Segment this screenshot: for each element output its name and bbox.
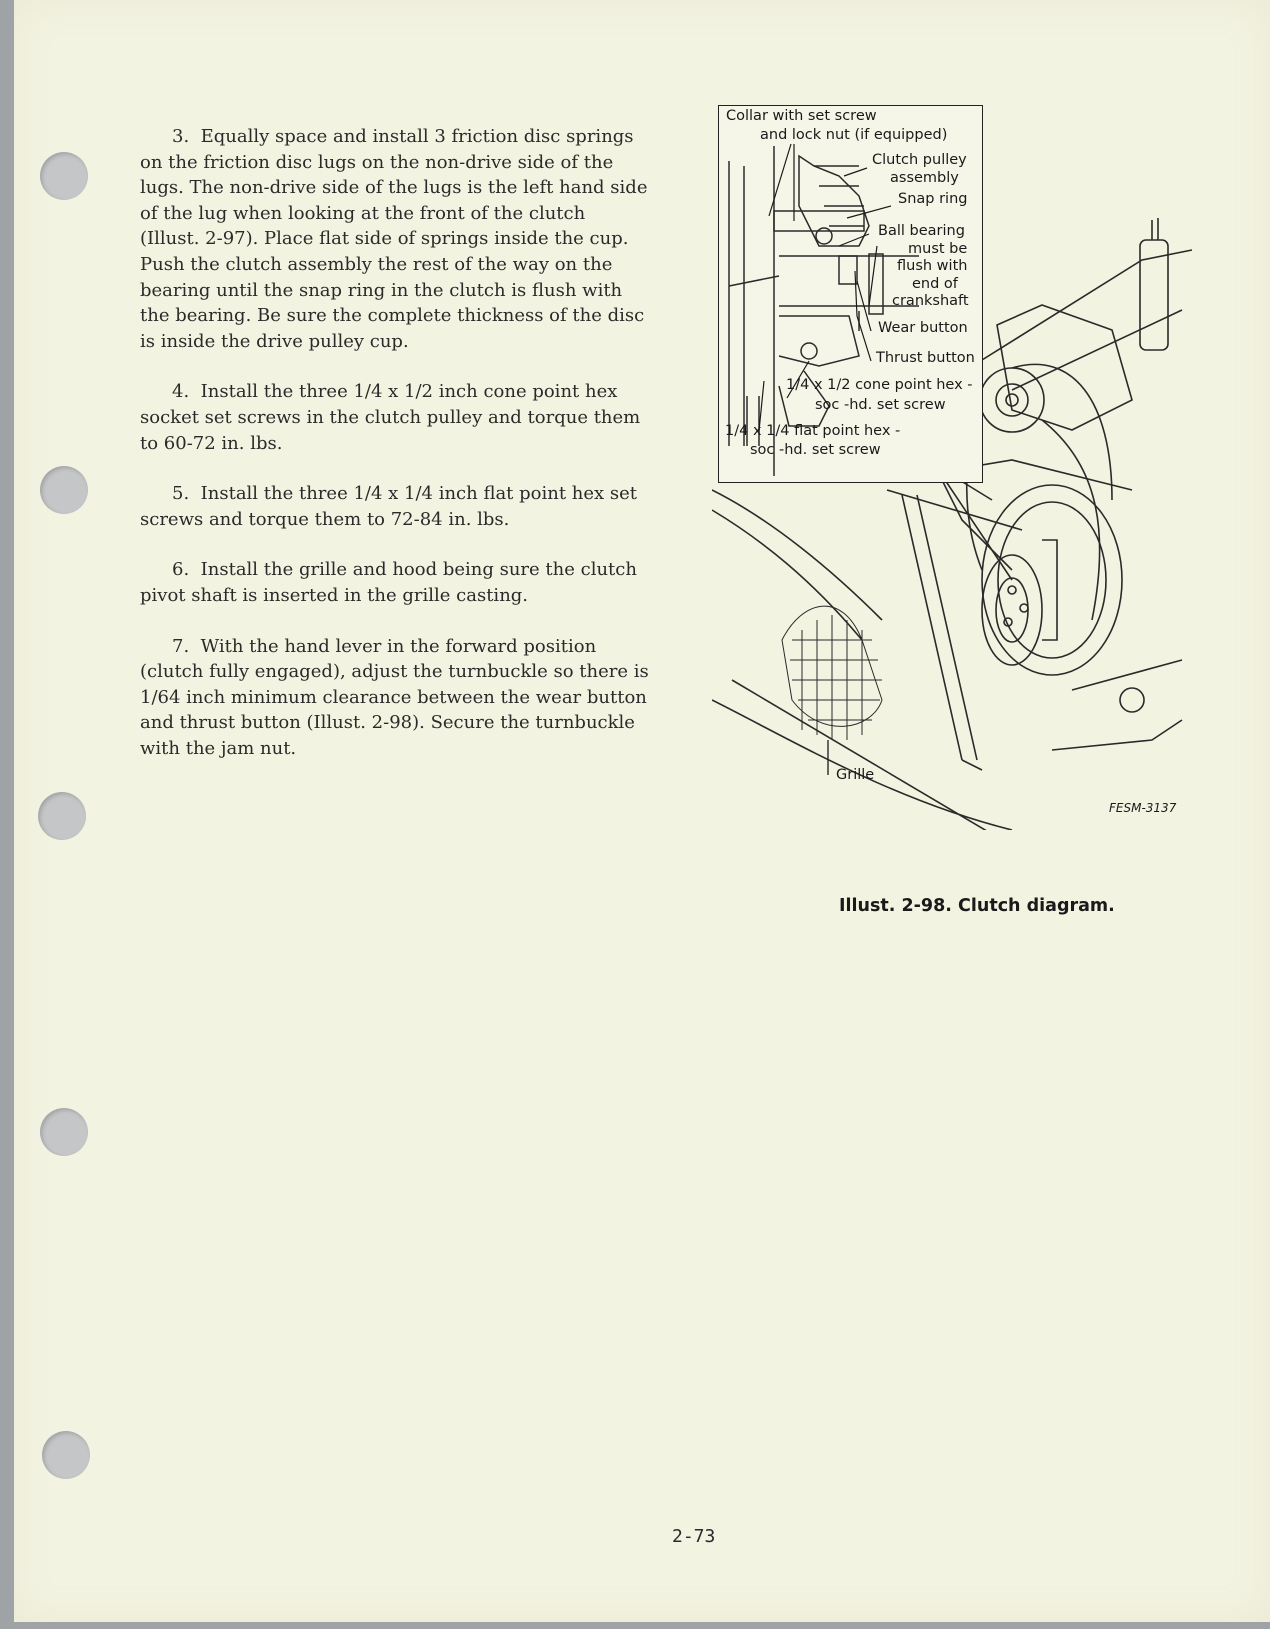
label-ball-bearing-line3: flush with xyxy=(897,258,968,274)
label-clutch-pulley-line2: assembly xyxy=(890,170,959,186)
clutch-diagram xyxy=(712,100,1202,830)
step-7: 7. With the hand lever in the forward position (clutch fully engaged), adjust the turnbuckle so there is 1/64 inch minimum clearance between the wear button and thrust button (Illust. 2-98). Secure the turnbuckle with the jam nut. xyxy=(140,635,649,759)
label-ball-bearing-line2: must be xyxy=(908,241,968,257)
label-wear-button: Wear button xyxy=(878,320,968,336)
step-6: 6. Install the grille and hood being sure the clutch pivot shaft is inserted in the grille casting. xyxy=(140,559,637,606)
label-ball-bearing-line1: Ball bearing xyxy=(878,223,965,239)
binder-hole xyxy=(40,466,88,514)
procedure-steps xyxy=(140,124,650,786)
step-5: 5. Install the three 1/4 x 1/4 inch flat point hex set screws and torque them to 72-84 in. lbs. xyxy=(140,483,638,530)
label-clutch-pulley-line1: Clutch pulley xyxy=(872,152,967,168)
figure-caption: Illust. 2-98. Clutch diagram. xyxy=(839,896,1115,916)
step-4: 4. Install the three 1/4 x 1/2 inch cone point hex socket set screws in the clutch pulley and torque them to 60-72 in. lbs. xyxy=(140,381,641,454)
label-cone-screw-line2: soc -hd. set screw xyxy=(815,397,946,413)
label-flat-screw-line2: soc -hd. set screw xyxy=(750,442,881,458)
binder-hole xyxy=(42,1431,90,1479)
binder-hole xyxy=(40,152,88,200)
label-cone-screw-line1: 1/4 x 1/2 cone point hex - xyxy=(786,377,973,393)
label-ball-bearing-line5: crankshaft xyxy=(892,293,969,309)
binder-hole xyxy=(40,1108,88,1156)
binder-hole xyxy=(38,792,86,840)
step-3: 3. Equally space and install 3 friction disc springs on the friction disc lugs on the non-drive side of the lugs. The non-drive side of the lugs is the left hand side of the lug when looking at the front of the clutch (Illust. 2-97). Place flat side of springs inside the cup. Push the clutch assembly the rest of the way on the bearing until the snap ring in the clutch is flush with the bearing. Be sure the complete thickness of the disc is inside the drive pulley cup. xyxy=(140,126,648,352)
label-ball-bearing-line4: end of xyxy=(912,276,958,292)
page-number: 2-73 xyxy=(672,1526,716,1547)
label-grille: Grille xyxy=(836,767,875,783)
label-flat-screw-line1: 1/4 x 1/4 flat point hex - xyxy=(725,423,901,439)
label-snap-ring: Snap ring xyxy=(898,191,968,207)
label-collar-line2: and lock nut (if equipped) xyxy=(760,127,948,143)
figure-id: FESM-3137 xyxy=(1109,801,1177,815)
label-collar-line1: Collar with set screw xyxy=(726,108,877,124)
label-thrust-button: Thrust button xyxy=(876,350,975,366)
